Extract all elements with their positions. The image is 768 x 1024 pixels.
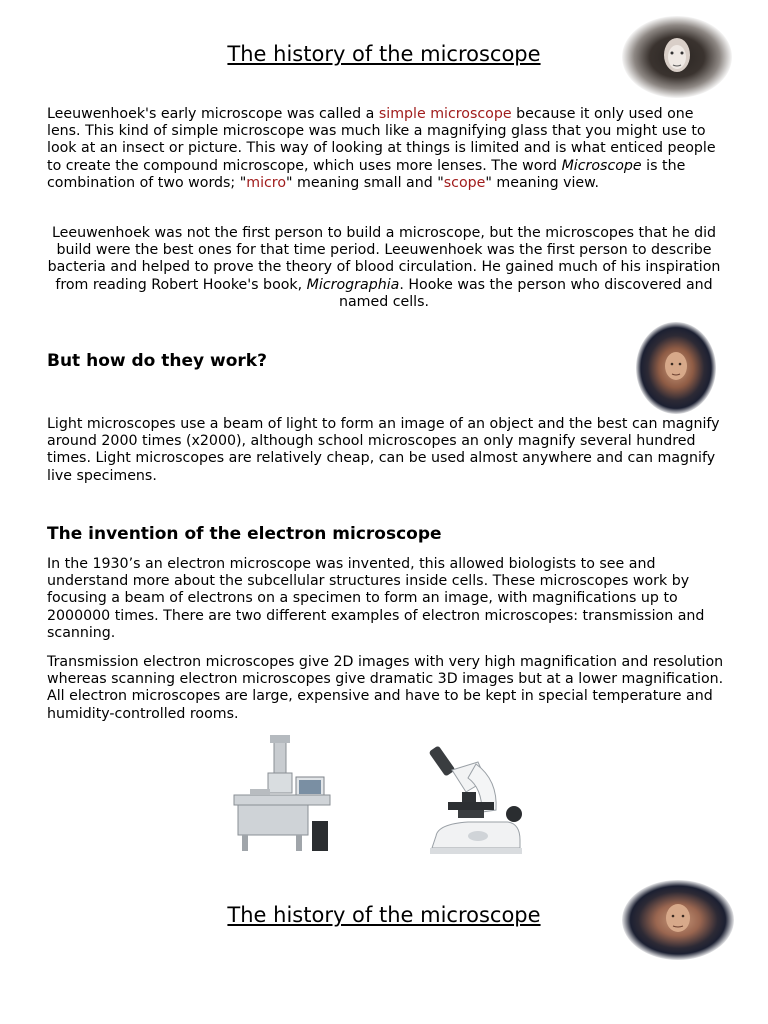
- how-heading: But how do they work?: [47, 351, 267, 371]
- electron-heading: The invention of the electron microscope: [47, 524, 442, 544]
- footer-title: The history of the microscope: [227, 903, 541, 927]
- electron-microscope-image: [230, 733, 336, 857]
- leeuwenhoek-portrait: [622, 16, 732, 98]
- light-microscope-paragraph: Light microscopes use a beam of light to form an image of an object and the best can magnify around 2000 times (x2000), although school microscopes an only magnify several hundred times. Light microscopes are relatively cheap, can be used almost anywhere and can magnify live specimens.: [47, 416, 720, 484]
- electron-paragraph-2: Transmission electron microscopes give 2D images with very high magnification and resolution whereas scanning electron microscopes give dramatic 3D images but at a lower magnification. All electron microscopes are large, expensive and have to be kept in special temperature and humidity-controlled rooms.: [47, 654, 724, 722]
- electron-paragraph-1: In the 1930’s an electron microscope was invented, this allowed biologists to see and understand more about the subcellular structures inside cells. These microscopes work by focusing a beam of electrons on a specimen to form an image, with magnifications up to 2000000 times. There are two different examples of electron microscopes: transmission and scanning.: [47, 556, 705, 641]
- page-title: The history of the microscope: [227, 42, 541, 66]
- light-microscope-image: [418, 740, 530, 858]
- intro-paragraph: Leeuwenhoek's early microscope was called a simple microscope because it only used one lens. This kind of simple microscope was much like a magnifying glass that you might use to look at an insect or picture. This way of looking at things is limited and is what enticed people to create the compound microscope, which uses more lenses. The word Microscope is the combination of two words; "micro" meaning small and "scope" meaning view.: [47, 106, 716, 191]
- leeuwenhoek-paragraph: Leeuwenhoek was not the first person to build a microscope, but the microscopes that he did build were the best ones for that time period. Leeuwenhoek was the first person to describe bacteria and helped to prove the theory of blood circulation. He gained much of his inspiration from reading Robert Hooke's book, Micrographia. Hooke was the person who discovered and named cells.: [47, 225, 721, 310]
- hooke-portrait: [636, 322, 716, 414]
- hooke-portrait-footer: [622, 880, 734, 960]
